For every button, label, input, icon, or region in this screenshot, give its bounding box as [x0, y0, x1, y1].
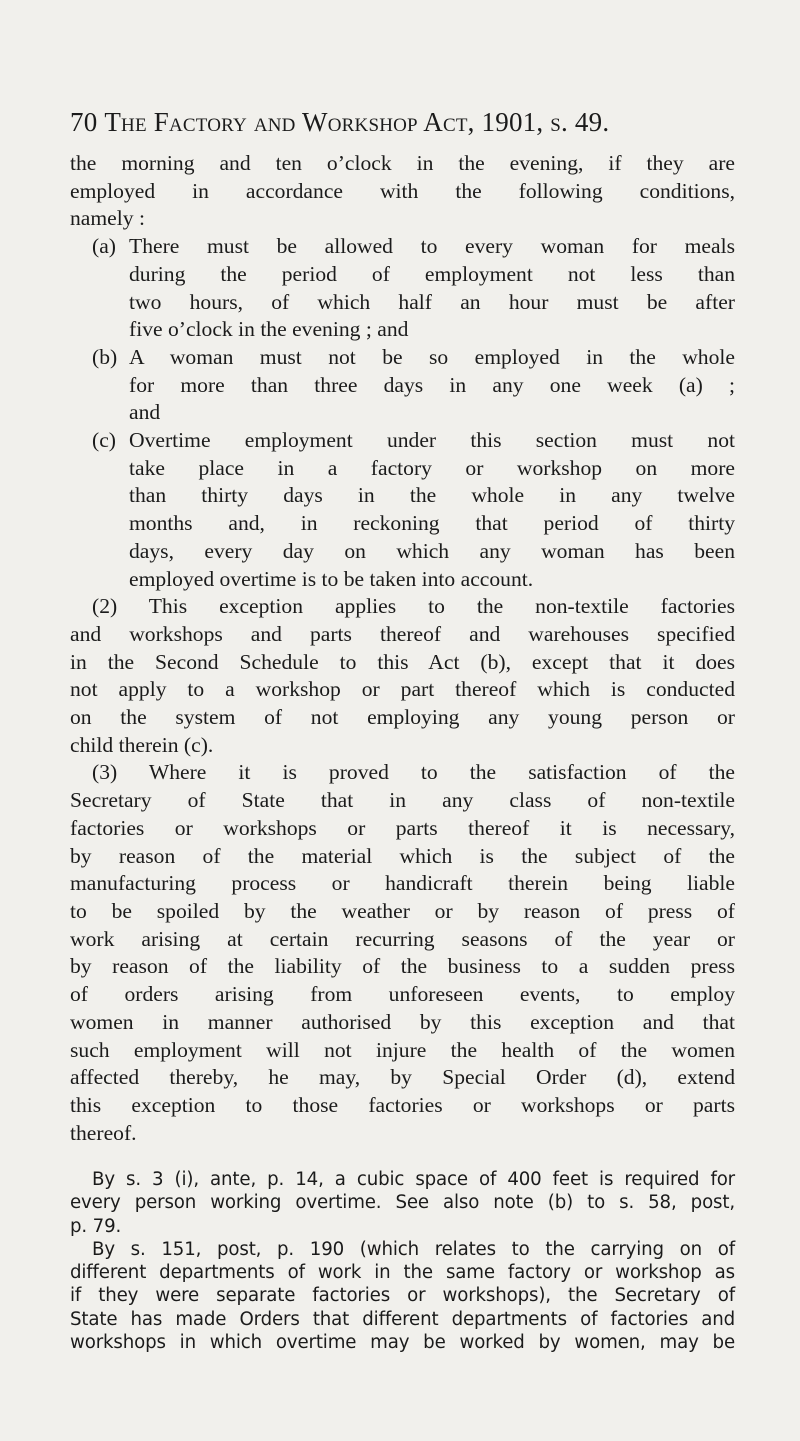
- text-line: such employment will not injure the health of the women: [70, 1037, 735, 1062]
- running-header: [70, 107, 609, 138]
- condition-c: [70, 427, 735, 593]
- text-line: for more than three days in any one week (a) ;: [129, 372, 735, 397]
- text-line: (2) This exception applies to the non-textile factories: [92, 594, 735, 619]
- note-line: workshops in which overtime may be worked by women, may be: [70, 1332, 735, 1354]
- text-line: There must be allowed to every woman for meals: [129, 234, 735, 259]
- text-line: and: [129, 400, 161, 425]
- condition-label: (c): [92, 428, 116, 453]
- text-line: of orders arising from unforeseen events, to employ: [70, 982, 735, 1007]
- text-line: thereof.: [70, 1120, 137, 1145]
- text-line: Overtime employment under this section must not: [129, 428, 735, 453]
- text-line: manufacturing process or handicraft therein being liable: [70, 871, 735, 896]
- text-line: by reason of the material which is the subject of the: [70, 843, 735, 868]
- text-line: employed in accordance with the following conditions,: [70, 178, 735, 203]
- text-line: than thirty days in the whole in any twelve: [129, 483, 735, 508]
- text-line: two hours, of which half an hour must be after: [129, 289, 735, 314]
- text-line: work arising at certain recurring seasons of the year or: [70, 926, 735, 951]
- condition-label: (b): [92, 344, 118, 369]
- text-line: employed overtime is to be taken into account.: [129, 566, 534, 591]
- text-line: months and, in reckoning that period of thirty: [129, 511, 735, 536]
- note-line: By s. 151, post, p. 190 (which relates to the carrying on of: [92, 1238, 735, 1260]
- condition-a: [70, 233, 735, 344]
- note-line: every person working overtime. See also note (b) to s. 58, post,: [70, 1192, 735, 1214]
- condition-label: (a): [92, 234, 116, 259]
- running-title: The Factory and Workshop Act, 1901, s. 49.: [104, 107, 610, 137]
- page-number: 70: [70, 107, 98, 137]
- text-line: A woman must not be so employed in the whole: [129, 344, 735, 369]
- subsection-2: [70, 593, 735, 759]
- text-line: women in manner authorised by this exception and that: [70, 1009, 735, 1034]
- note-paragraph: [70, 1238, 735, 1354]
- text-line: Secretary of State that in any class of non-textile: [70, 788, 735, 813]
- text-line: this exception to those factories or workshops or parts: [70, 1092, 735, 1117]
- note-line: State has made Orders that different departments of factories and: [70, 1308, 735, 1330]
- editorial-notes: [70, 1168, 735, 1354]
- text-line: child therein (c).: [70, 732, 214, 757]
- text-line: and workshops and parts thereof and warehouses specified: [70, 621, 735, 646]
- intro-paragraph: [70, 150, 735, 233]
- text-line: by reason of the liability of the business to a sudden press: [70, 954, 735, 979]
- text-line: namely :: [70, 206, 145, 231]
- note-line: if they were separate factories or workshops), the Secretary of: [70, 1285, 735, 1307]
- text-line: take place in a factory or workshop on more: [129, 455, 735, 480]
- text-line: five o’clock in the evening ; and: [129, 317, 409, 342]
- note-line: p. 79.: [70, 1215, 122, 1237]
- text-line: to be spoiled by the weather or by reason of press of: [70, 898, 735, 923]
- text-line: the morning and ten o’clock in the evening, if they are: [70, 151, 735, 175]
- note-paragraph: [70, 1168, 735, 1238]
- text-line: not apply to a workshop or part thereof which is conducted: [70, 677, 735, 702]
- text-line: during the period of employment not less than: [129, 261, 735, 286]
- text-line: on the system of not employing any young person or: [70, 705, 735, 730]
- subsection-3: [70, 759, 735, 1147]
- text-line: factories or workshops or parts thereof it is necessary,: [70, 815, 735, 840]
- text-line: (3) Where it is proved to the satisfaction of the: [92, 760, 735, 785]
- text-line: days, every day on which any woman has been: [129, 538, 735, 563]
- condition-b: [70, 344, 735, 427]
- section-body: [70, 150, 735, 1147]
- note-line: different departments of work in the same factory or workshop as: [70, 1262, 735, 1284]
- text-line: affected thereby, he may, by Special Order (d), extend: [70, 1065, 735, 1090]
- text-line: in the Second Schedule to this Act (b), except that it does: [70, 649, 735, 674]
- note-line: By s. 3 (i), ante, p. 14, a cubic space of 400 feet is required for: [92, 1169, 735, 1190]
